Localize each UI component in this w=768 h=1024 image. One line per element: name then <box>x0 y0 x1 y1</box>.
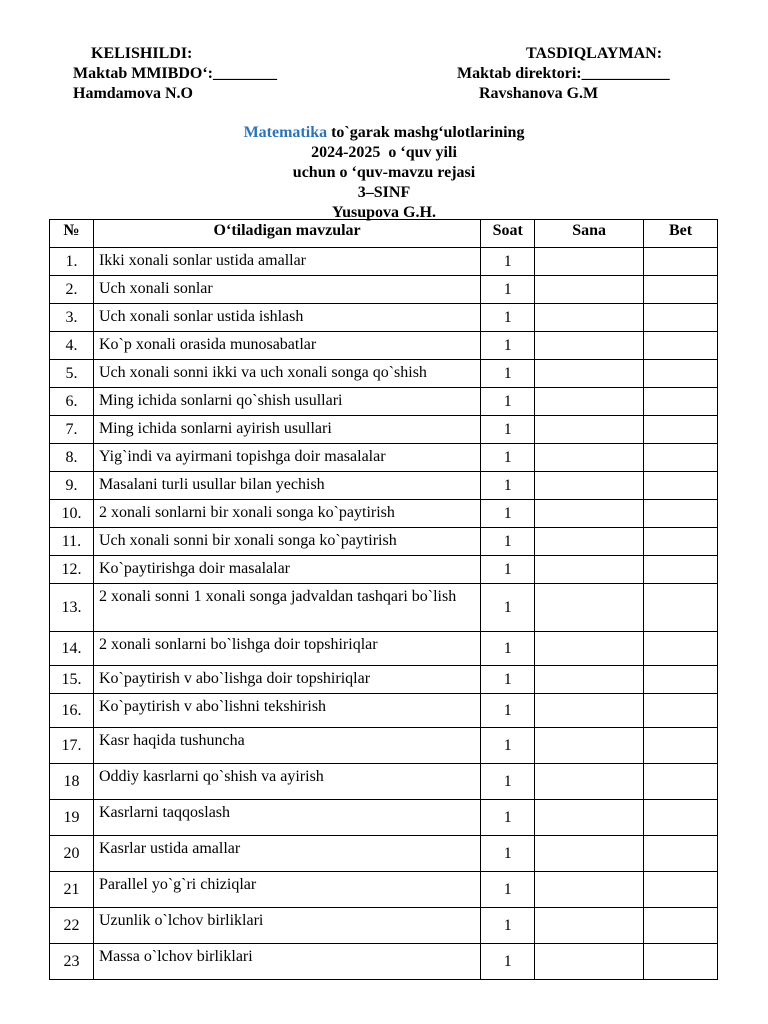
row-bet <box>644 360 718 388</box>
row-number: 21 <box>50 872 94 908</box>
row-bet <box>644 472 718 500</box>
row-number: 11. <box>50 528 94 556</box>
row-sana <box>535 836 644 872</box>
title-line4: 3–SINF <box>357 184 411 201</box>
row-soat: 1 <box>481 584 535 632</box>
row-sana <box>535 584 644 632</box>
row-soat: 1 <box>481 416 535 444</box>
row-bet <box>644 694 718 728</box>
row-topic: Uch xonali sonlar ustida ishlash <box>93 304 480 332</box>
row-sana <box>535 416 644 444</box>
row-bet <box>644 836 718 872</box>
table-row <box>50 666 718 694</box>
row-topic: Massa o`lchov birliklari <box>93 944 480 980</box>
row-topic: Ko`paytirishga doir masalalar <box>93 556 480 584</box>
table-row <box>50 584 718 632</box>
table-row <box>50 472 718 500</box>
row-sana <box>535 388 644 416</box>
row-number: 19 <box>50 800 94 836</box>
table-row <box>50 764 718 800</box>
row-topic: Ko`paytirish v abo`lishni tekshirish <box>93 694 480 728</box>
row-sana <box>535 694 644 728</box>
row-bet <box>644 944 718 980</box>
row-number: 6. <box>50 388 94 416</box>
row-bet <box>644 248 718 276</box>
row-topic: Oddiy kasrlarni qo`shish va ayirish <box>93 764 480 800</box>
title-line1 <box>0 123 768 143</box>
row-number: 15. <box>50 666 94 694</box>
table-row <box>50 944 718 980</box>
row-number: 14. <box>50 632 94 666</box>
table-row <box>50 872 718 908</box>
row-bet <box>644 416 718 444</box>
row-bet <box>644 388 718 416</box>
row-sana <box>535 444 644 472</box>
table-row <box>50 332 718 360</box>
row-soat: 1 <box>481 764 535 800</box>
row-sana <box>535 248 644 276</box>
row-topic: 2 xonali sonni 1 xonali songa jadvaldan tashqari bo`lish <box>93 584 480 632</box>
row-soat: 1 <box>481 800 535 836</box>
table-row <box>50 556 718 584</box>
row-topic: Ming ichida sonlarni ayirish usullari <box>93 416 480 444</box>
table-row <box>50 276 718 304</box>
table-row <box>50 528 718 556</box>
row-bet <box>644 276 718 304</box>
table-row <box>50 444 718 472</box>
header-right-line2: Maktab direktori:___________ <box>457 65 670 82</box>
col-header-soat: Soat <box>481 220 535 248</box>
row-soat: 1 <box>481 528 535 556</box>
row-topic: Ikki xonali sonlar ustida amallar <box>93 248 480 276</box>
table-row <box>50 500 718 528</box>
row-sana <box>535 666 644 694</box>
row-number: 5. <box>50 360 94 388</box>
title-line2: 2024-2025 o ‘quv yili <box>311 144 457 161</box>
row-soat: 1 <box>481 276 535 304</box>
table-row <box>50 836 718 872</box>
table-row <box>50 728 718 764</box>
header-left-line2: Maktab MMIBDO‘:________ <box>73 65 277 82</box>
row-bet <box>644 584 718 632</box>
table-row <box>50 632 718 666</box>
row-bet <box>644 556 718 584</box>
row-sana <box>535 800 644 836</box>
row-sana <box>535 764 644 800</box>
lesson-plan-table <box>49 219 718 980</box>
title-line3: uchun o ‘quv-mavzu rejasi <box>292 164 476 181</box>
document-title <box>0 123 768 223</box>
row-topic: Ko`paytirish v abo`lishga doir topshiriqlar <box>93 666 480 694</box>
row-soat: 1 <box>481 728 535 764</box>
row-soat: 1 <box>481 332 535 360</box>
table-row <box>50 360 718 388</box>
header-left-line3: Hamdamova N.O <box>73 85 193 102</box>
row-bet <box>644 632 718 666</box>
row-topic: Kasrlar ustida amallar <box>93 836 480 872</box>
header-right-line3: Ravshanova G.M <box>479 85 599 102</box>
header-left-title: KELISHILDI: <box>91 45 193 62</box>
row-topic: Parallel yo`g`ri chiziqlar <box>93 872 480 908</box>
row-soat: 1 <box>481 632 535 666</box>
row-topic: Ko`p xonali orasida munosabatlar <box>93 332 480 360</box>
row-bet <box>644 444 718 472</box>
row-soat: 1 <box>481 836 535 872</box>
row-topic: 2 xonali sonlarni bir xonali songa ko`paytirish <box>93 500 480 528</box>
table-row <box>50 416 718 444</box>
row-bet <box>644 908 718 944</box>
row-number: 7. <box>50 416 94 444</box>
header-left <box>73 44 277 104</box>
header-right <box>457 44 670 104</box>
row-sana <box>535 908 644 944</box>
row-number: 23 <box>50 944 94 980</box>
row-bet <box>644 728 718 764</box>
row-sana <box>535 304 644 332</box>
row-bet <box>644 500 718 528</box>
row-number: 8. <box>50 444 94 472</box>
row-soat: 1 <box>481 872 535 908</box>
row-topic: 2 xonali sonlarni bo`lishga doir topshiriqlar <box>93 632 480 666</box>
table-row <box>50 694 718 728</box>
row-bet <box>644 528 718 556</box>
row-topic: Uch xonali sonlar <box>93 276 480 304</box>
row-soat: 1 <box>481 944 535 980</box>
title-line5: Yusupova G.H. <box>332 204 436 221</box>
row-soat: 1 <box>481 360 535 388</box>
title-subject: Matematika <box>243 124 328 141</box>
table-row <box>50 908 718 944</box>
row-number: 3. <box>50 304 94 332</box>
row-number: 13. <box>50 584 94 632</box>
row-sana <box>535 276 644 304</box>
row-topic: Uch xonali sonni bir xonali songa ko`paytirish <box>93 528 480 556</box>
row-number: 20 <box>50 836 94 872</box>
row-bet <box>644 332 718 360</box>
title-rest: to`garak mashg‘ulotlarining <box>327 124 525 141</box>
row-sana <box>535 332 644 360</box>
row-soat: 1 <box>481 500 535 528</box>
row-topic: Uzunlik o`lchov birliklari <box>93 908 480 944</box>
row-bet <box>644 872 718 908</box>
row-bet <box>644 666 718 694</box>
row-sana <box>535 728 644 764</box>
table-row <box>50 388 718 416</box>
row-sana <box>535 500 644 528</box>
header-right-title: TASDIQLAYMAN: <box>526 45 663 62</box>
row-number: 4. <box>50 332 94 360</box>
row-soat: 1 <box>481 694 535 728</box>
table-row <box>50 800 718 836</box>
row-bet <box>644 764 718 800</box>
row-sana <box>535 360 644 388</box>
col-header-topic: O‘tiladigan mavzular <box>93 220 480 248</box>
row-number: 22 <box>50 908 94 944</box>
row-soat: 1 <box>481 388 535 416</box>
row-soat: 1 <box>481 304 535 332</box>
row-sana <box>535 632 644 666</box>
row-number: 2. <box>50 276 94 304</box>
row-bet <box>644 304 718 332</box>
row-soat: 1 <box>481 472 535 500</box>
row-sana <box>535 556 644 584</box>
row-soat: 1 <box>481 556 535 584</box>
row-topic: Kasr haqida tushuncha <box>93 728 480 764</box>
row-topic: Masalani turli usullar bilan yechish <box>93 472 480 500</box>
col-header-sana: Sana <box>535 220 644 248</box>
row-sana <box>535 872 644 908</box>
row-number: 1. <box>50 248 94 276</box>
col-header-bet: Bet <box>644 220 718 248</box>
row-number: 9. <box>50 472 94 500</box>
row-soat: 1 <box>481 908 535 944</box>
row-sana <box>535 944 644 980</box>
row-topic: Ming ichida sonlarni qo`shish usullari <box>93 388 480 416</box>
row-topic: Kasrlarni taqqoslash <box>93 800 480 836</box>
row-number: 18 <box>50 764 94 800</box>
row-soat: 1 <box>481 666 535 694</box>
row-number: 10. <box>50 500 94 528</box>
row-sana <box>535 472 644 500</box>
row-topic: Uch xonali sonni ikki va uch xonali songa qo`shish <box>93 360 480 388</box>
table-header-row <box>50 220 718 248</box>
table-row <box>50 304 718 332</box>
row-number: 17. <box>50 728 94 764</box>
row-sana <box>535 528 644 556</box>
row-bet <box>644 800 718 836</box>
row-soat: 1 <box>481 444 535 472</box>
table-row <box>50 248 718 276</box>
col-header-number: № <box>50 220 94 248</box>
row-topic: Yig`indi va ayirmani topishga doir masalalar <box>93 444 480 472</box>
row-soat: 1 <box>481 248 535 276</box>
row-number: 16. <box>50 694 94 728</box>
row-number: 12. <box>50 556 94 584</box>
